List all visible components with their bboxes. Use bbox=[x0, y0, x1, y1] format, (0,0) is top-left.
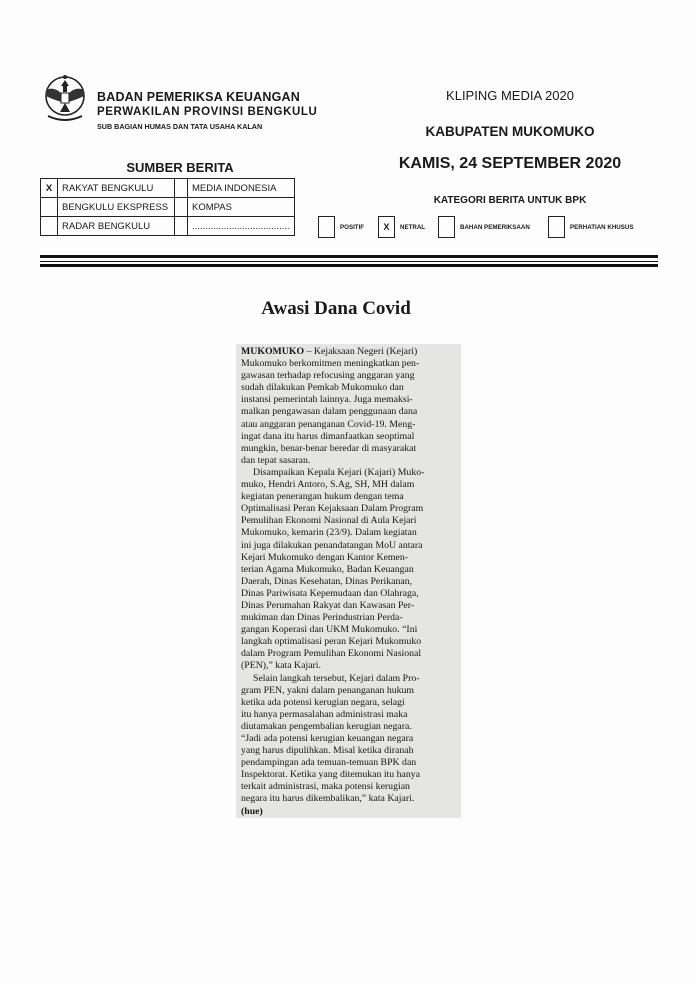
article-line: dan tepat sasaran. bbox=[241, 454, 311, 466]
article-line: Dinas Perumahan Rakyat dan Kawasan Per- bbox=[241, 599, 415, 611]
source-row bbox=[41, 217, 295, 236]
article-line: terkait administrasi, maka potensi kerugian bbox=[241, 781, 410, 793]
source-row bbox=[41, 198, 295, 217]
article-line: terian Agama Mukomuko, Badan Keuangan bbox=[241, 563, 414, 575]
category-khusus-checkbox[interactable] bbox=[548, 216, 565, 238]
article-line: itu hanya permasalahan administrasi maka bbox=[241, 708, 408, 720]
header-divider bbox=[40, 255, 658, 258]
article-line: Optimalisasi Peran Kejaksaan Dalam Program bbox=[241, 503, 424, 515]
article-line: Inspektorat. Ketika yang ditemukan itu hanya bbox=[241, 769, 421, 781]
category-netral-checkbox[interactable]: X bbox=[378, 216, 395, 238]
source-name: MEDIA INDONESIA bbox=[188, 179, 295, 198]
date-label: KAMIS, 24 SEPTEMBER 2020 bbox=[398, 155, 622, 172]
category-positif-label: POSITIF bbox=[340, 224, 365, 231]
article-line: “Jadi ada potensi kerugian keuangan negara bbox=[241, 733, 414, 744]
source-name: RADAR BENGKULU bbox=[58, 217, 175, 236]
source-checkbox[interactable] bbox=[175, 198, 188, 217]
category-khusus-label: PERHATIAN KHUSUS bbox=[570, 224, 634, 231]
source-name: ..................................... bbox=[188, 217, 295, 236]
source-checkbox[interactable] bbox=[41, 217, 58, 236]
header-divider bbox=[40, 261, 658, 262]
kategori-title: KATEGORI BERITA UNTUK BPK bbox=[433, 195, 587, 206]
article-line: ini juga dilakukan penandatangan MoU antara bbox=[241, 539, 423, 551]
article-line: mungkin, benar-benar beredar di masyarakat bbox=[241, 442, 417, 454]
source-name: RAKYAT BENGKULU bbox=[58, 179, 175, 198]
article-line: gawasan terhadap refocusing anggaran yang bbox=[241, 370, 415, 382]
article-line: diutamakan pengembalian kerugian negara. bbox=[241, 720, 412, 732]
article-line: Mukomuko berkomitmen meningkatkan pen- bbox=[241, 358, 420, 370]
article-line: Daerah, Dinas Kesehatan, Dinas Perikanan, bbox=[241, 575, 413, 587]
article-headline: Awasi Dana Covid bbox=[261, 298, 411, 319]
source-name: KOMPAS bbox=[188, 198, 295, 217]
article-line: Disampaikan Kepala Kejari (Kajari) Muko- bbox=[253, 466, 425, 478]
article-line: pendampingan ada temuan-temuan BPK dan bbox=[241, 757, 417, 769]
source-checkbox[interactable] bbox=[175, 217, 188, 236]
kliping-title: KLIPING MEDIA 2020 bbox=[446, 88, 574, 103]
article-line: Pemulihan Ekonomi Nasional di Aula Kejari bbox=[241, 515, 417, 527]
org-subdivision: SUB BAGIAN HUMAS DAN TATA USAHA KALAN bbox=[97, 122, 263, 131]
article-line: instansi pemerintah lainnya. Juga memaksi- bbox=[241, 394, 413, 406]
article-body bbox=[241, 346, 459, 818]
article-line: malkan pengawasan dalam penggunaan dana bbox=[241, 406, 418, 418]
article-line: (PEN),” kata Kajari. bbox=[241, 660, 321, 672]
article-line: Selain langkah tersebut, Kejari dalam Pro- bbox=[253, 672, 420, 684]
article-line: ketika ada potensi kerugian negara, selagi bbox=[241, 696, 405, 708]
article-line: gram PEN, yakni dalam penanganan hukum bbox=[241, 684, 415, 696]
garuda-emblem-icon bbox=[40, 72, 90, 124]
org-name: BADAN PEMERIKSA KEUANGAN bbox=[97, 90, 300, 104]
source-row bbox=[41, 179, 295, 198]
article-line: sudah dilakukan Pemkab Mukomuko dan bbox=[241, 382, 404, 394]
category-positif-checkbox[interactable] bbox=[318, 216, 335, 238]
category-bahan-checkbox[interactable] bbox=[438, 216, 455, 238]
article-line: langkah optimalisasi peran Kejari Mukomuko bbox=[241, 636, 422, 648]
article-line: atau anggaran penanganan Covid-19. Meng- bbox=[241, 418, 416, 430]
article-line: muko, Hendri Antoro, S.Ag, SH, MH dalam bbox=[241, 479, 415, 491]
source-table bbox=[40, 178, 295, 236]
org-branch: PERWAKILAN PROVINSI BENGKULU bbox=[97, 106, 318, 118]
article-line: ingat dana itu harus dimanfaatkan seoptimal bbox=[241, 430, 415, 442]
article-dateline: MUKOMUKO bbox=[241, 346, 305, 357]
article-line bbox=[241, 806, 459, 818]
article-line: Mukomuko, kemarin (23/9). Dalam kegiatan bbox=[241, 527, 417, 539]
source-checkbox[interactable] bbox=[175, 179, 188, 198]
article-line: MUKOMUKO – Kejaksaan Negeri (Kejari) bbox=[241, 346, 418, 357]
article-line: Kejari Mukomuko dengan Kantor Kemen- bbox=[241, 551, 409, 563]
source-name: BENGKULU EKSPRESS bbox=[58, 198, 175, 217]
article-line: Dinas Pariwisata Kepemudaan dan Olahraga, bbox=[241, 587, 419, 599]
article-line: yang harus dipulihkan. Misal ketika diranah bbox=[241, 745, 414, 757]
article-line: dalam Program Pemulihan Ekonomi Nasional bbox=[241, 648, 422, 660]
article-line: kegiatan penerangan hukum dengan tema bbox=[241, 491, 404, 503]
source-checkbox[interactable]: X bbox=[41, 179, 58, 198]
kabupaten-label: KABUPATEN MUKOMUKO bbox=[425, 124, 595, 139]
sumber-berita-title: SUMBER BERITA bbox=[126, 160, 234, 175]
source-checkbox[interactable] bbox=[41, 198, 58, 217]
header-divider bbox=[40, 264, 658, 267]
category-bahan-label: BAHAN PEMERIKSAAN bbox=[460, 224, 530, 231]
article-line: negara itu harus dikembalikan,” kata Kajari. bbox=[241, 793, 415, 805]
article-byline: (hue) bbox=[241, 805, 263, 817]
article-line: mukiman dan Dinas Perindustrian Perda- bbox=[241, 612, 403, 624]
category-netral-label: NETRAL bbox=[400, 224, 426, 231]
article-line: gangan Koperasi dan UKM Mukomuko. “Ini bbox=[241, 624, 418, 636]
